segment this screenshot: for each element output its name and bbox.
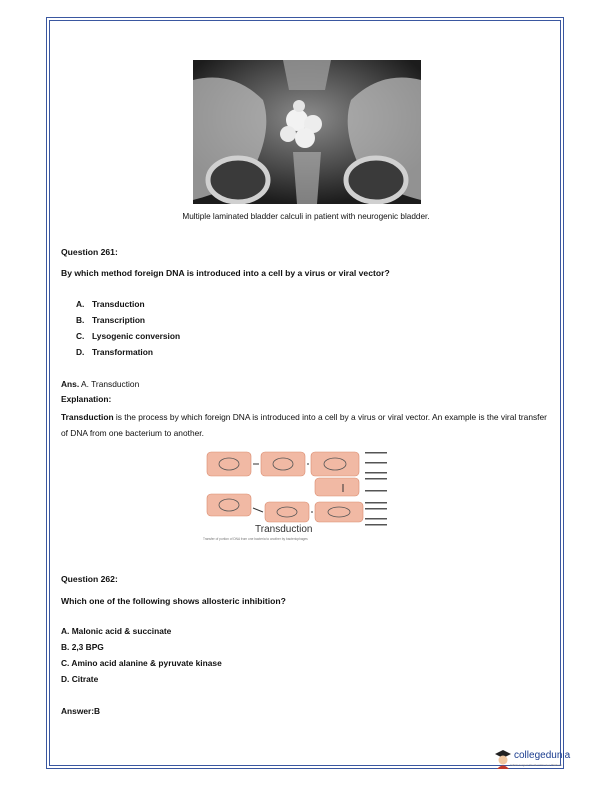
q262-answer: Answer:B — [61, 706, 101, 716]
question-261-text: By which method foreign DNA is introduced into a cell by a virus or viral vector? — [61, 268, 390, 278]
q262-option-c: C. Amino acid alanine & pyruvate kinase — [61, 658, 222, 668]
q261-option-d: D. Transformation — [76, 347, 153, 357]
question-261-heading: Question 261: — [61, 247, 118, 257]
transduction-diagram — [203, 446, 433, 546]
brand-name: collegedunia — [514, 750, 571, 761]
q262-option-b: B. 2,3 BPG — [61, 642, 104, 652]
brand-tagline: India's largest Student Review Platform — [510, 763, 563, 767]
q261-option-c: C. Lysogenic conversion — [76, 331, 181, 341]
q261-option-b: B. Transcription — [76, 315, 146, 325]
explanation-label: Explanation: — [61, 394, 112, 404]
q262-option-d: D. Citrate — [61, 674, 99, 684]
q261-answer: Ans. A. Transduction — [61, 379, 140, 389]
q262-option-a: A. Malonic acid & succinate — [61, 626, 172, 636]
question-262-heading: Question 262: — [61, 574, 118, 584]
q261-option-a: A. Transduction — [76, 299, 145, 309]
explanation-text: Transduction is the process by which foreign DNA is introduced into a cell by a virus or viral vector. An example is the viral transfer of DNA from one bacterium to another. — [61, 412, 547, 438]
collegedunia-logo — [494, 749, 571, 771]
diagram-title: Transduction — [255, 524, 313, 535]
diagram-subtitle: Transfer of portion of DNA from one bacteria to another by bacteriophages — [203, 537, 308, 541]
xray-image — [193, 60, 421, 204]
figure-caption: Multiple laminated bladder calculi in patient with neurogenic bladder. — [182, 212, 430, 221]
question-262-text: Which one of the following shows allosteric inhibition? — [61, 596, 286, 606]
